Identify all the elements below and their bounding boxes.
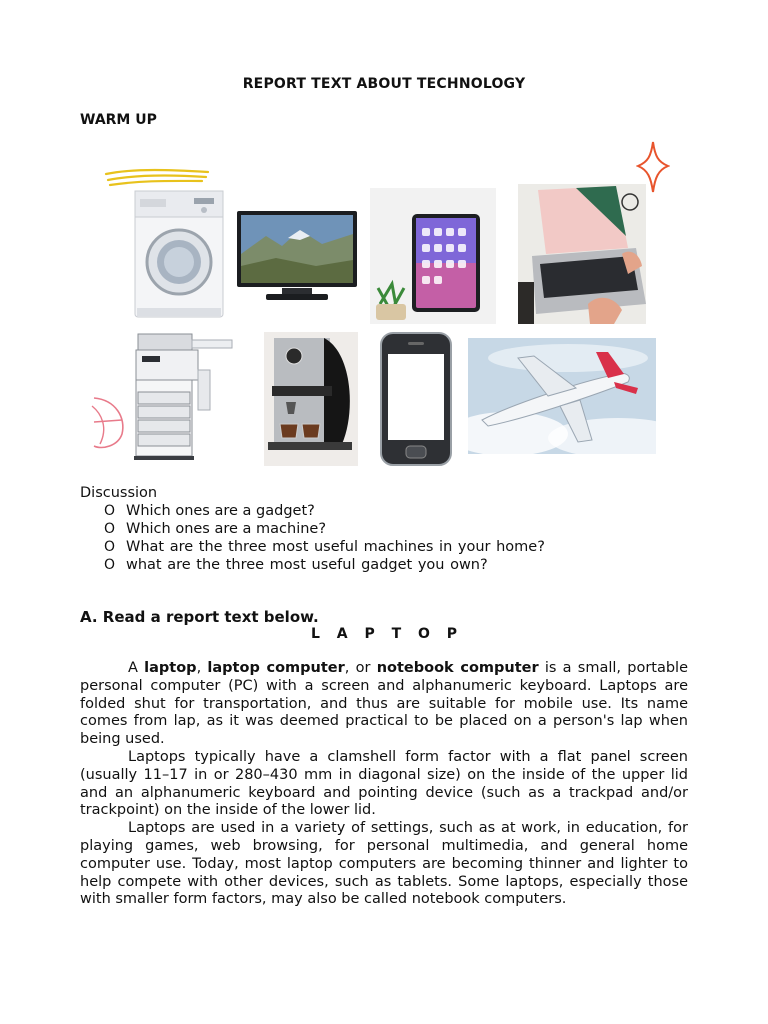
bullet-icon: O xyxy=(104,503,116,519)
warmup-heading: WARM UP xyxy=(80,112,157,128)
p1-text-rest: is a small, portable personal computer (PC) with a screen and alphanumeric keyboard. Laptops are folded shut for transportation, and thus are suitable for mobile use. Its name comes from lap, as it was deemed practical to be placed on a person's lap when being used. xyxy=(80,660,689,748)
question-list xyxy=(104,502,545,574)
question-text: what are the three most useful gadget you own? xyxy=(126,557,488,573)
question-text: Which ones are a gadget? xyxy=(126,503,315,519)
list-item xyxy=(104,556,545,574)
document-title: REPORT TEXT ABOUT TECHNOLOGY xyxy=(242,76,526,92)
p1-term-notebook-computer: notebook computer xyxy=(376,660,539,676)
section-a-heading: A. Read a report text below. xyxy=(80,608,319,626)
bullet-icon: O xyxy=(104,521,116,537)
laptop-image xyxy=(518,184,646,324)
list-item xyxy=(104,538,545,556)
washing-machine-image xyxy=(134,190,224,322)
p1-text-c1: , xyxy=(196,660,208,676)
report-text-title: L A P T O P xyxy=(310,626,464,642)
paragraph-3: Laptops are used in a variety of settings, such as at work, in education, for playing games, web browsing, for personal multimedia, and general home computer use. Today, most laptop computers are becoming thinner and lighter to help compete with other devices, such as tablets. Some laptops, especially those with smaller form factors, may also be called notebook computers. xyxy=(80,820,688,908)
bullet-icon: O xyxy=(104,557,116,573)
question-text: What are the three most useful machines in your home? xyxy=(126,539,545,555)
copier-machine-image xyxy=(130,330,236,464)
airplane-image xyxy=(468,338,656,454)
list-item xyxy=(104,502,545,520)
bullet-icon: O xyxy=(104,539,116,555)
p1-text-c2: , or xyxy=(344,660,377,676)
scribble-decoration xyxy=(104,166,210,188)
discussion-section xyxy=(80,484,545,574)
television-image xyxy=(236,210,358,302)
smartphone-image xyxy=(380,332,452,466)
question-text: Which ones are a machine? xyxy=(126,521,327,537)
ball-doodle xyxy=(86,394,128,452)
discussion-heading: Discussion xyxy=(80,485,158,501)
list-item xyxy=(104,520,545,538)
coffee-machine-image xyxy=(264,332,358,466)
tablet-image xyxy=(370,188,496,324)
paragraph-1 xyxy=(80,660,688,749)
report-article xyxy=(80,660,688,909)
p1-text-a: A xyxy=(128,660,145,676)
paragraph-2: Laptops typically have a clamshell form factor with a flat panel screen (usually 11–17 in or 280–430 mm in diagonal size) on the inside of the upper lid and an alphanumeric keyboard and pointing device (such as a trackpad and/or trackpoint) on the inside of the lower lid. xyxy=(80,748,688,819)
p1-term-laptop-computer: laptop computer xyxy=(207,660,345,676)
p1-term-laptop: laptop xyxy=(144,660,197,676)
